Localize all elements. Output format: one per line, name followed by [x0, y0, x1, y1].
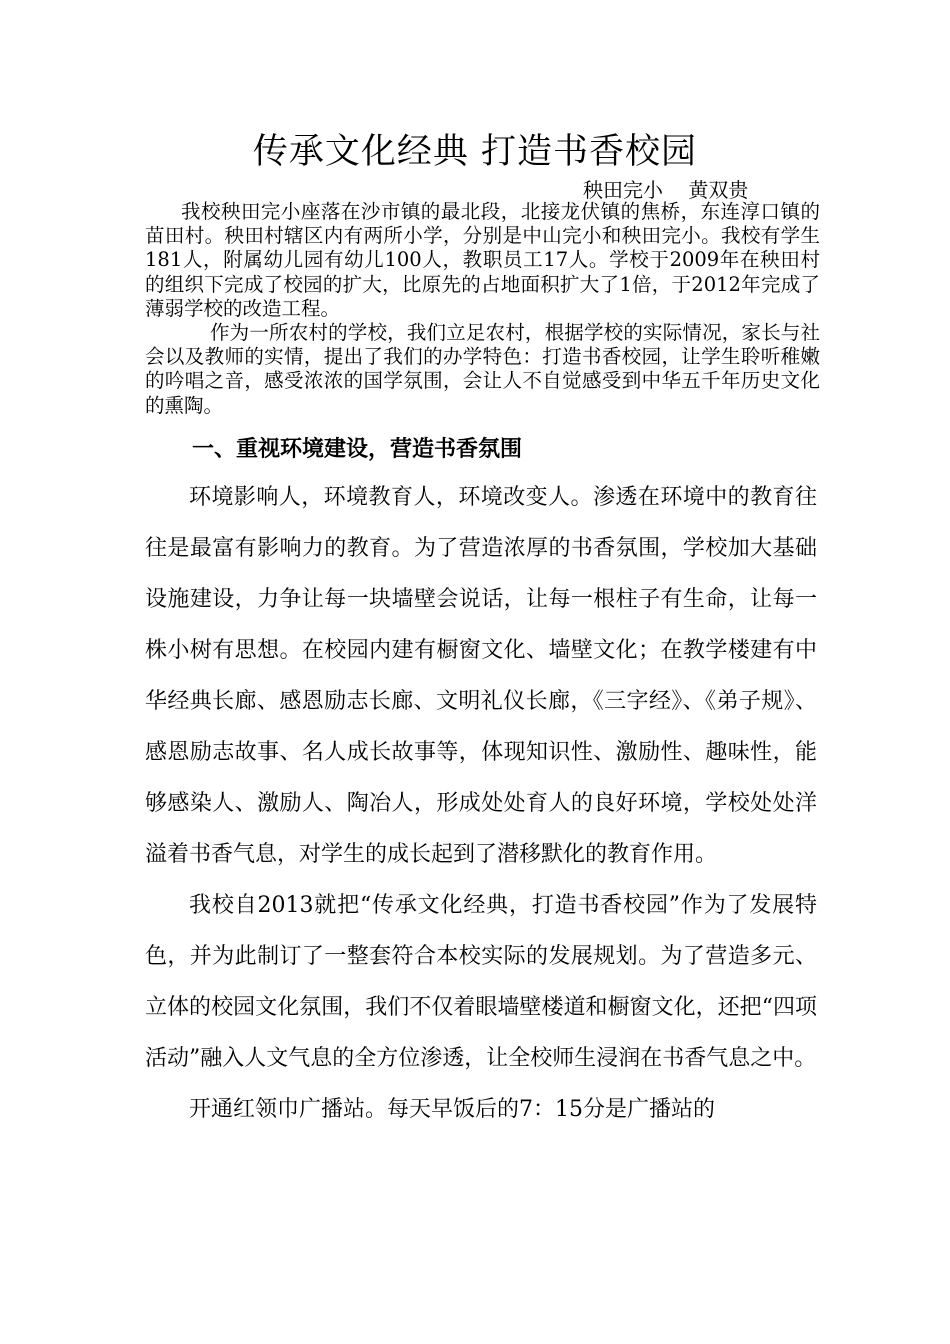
body-paragraph: 开通红领巾广播站。每天早饭后的7：15分是广播站的: [189, 1097, 715, 1122]
intro-paragraph: 我校秧田完小座落在沙市镇的最北段，北接龙伏镇的焦桥，东连淳口镇的苗田村。秧田村辖区内有两所小学，分别是中山完小和秧田完小。我校有学生181人，附属幼儿园有幼儿100人，教职员工17人。学校于2009年在秧田村的组织下完成了校园的扩大，比原先的占地面积扩大了1倍，于2012年完成了薄弱学校的改造工程。: [145, 200, 820, 320]
body-paragraph: 环境影响人，环境教育人，环境改变人。渗透在环境中的教育往往是最富有影响力的教育。为了营造浓厚的书香氛围，学校加大基础设施建设，力争让每一块墙壁会说话，让每一根柱子有生命，让每一株小树有思想。在校园内建有橱窗文化、墙壁文化；在教学楼建有中华经典长廊、感恩励志长廊、文明礼仪长廊，《三字经》、《弟子规》、感恩励志故事、名人成长故事等，体现知识性、激励性、趣味性，能够感染人、激励人、陶冶人，形成处处育人的良好环境，学校处处洋溢着书香气息，对学生的成长起到了潜移默化的教育作用。: [145, 485, 817, 867]
author-line: 秧田完小 黄双贵: [583, 178, 749, 202]
intro-paragraph: 作为一所农村的学校，我们立足农村，根据学校的实际情况，家长与社会以及教师的实情，提出了我们的办学特色：打造书香校园，让学生聆听稚嫩的吟唱之音，感受浓浓的国学氛围，会让人不自觉感受到中华五千年历史文化的熏陶。: [145, 321, 820, 417]
body-paragraph: 我校自2013就把“传承文化经典，打造书香校园”作为了发展特色，并为此制订了一整套符合本校实际的发展规划。为了营造多元、立体的校园文化氛围，我们不仅着眼墙壁楼道和橱窗文化，还把“四项活动”融入人文气息的全方位渗透，让全校师生浸润在书香气息之中。: [145, 893, 817, 1071]
section-heading: 一、重视环境建设，营造书香氛围: [192, 437, 523, 462]
intro-section: [145, 200, 820, 418]
body-section: [145, 472, 817, 1135]
document-title: 传承文化经典 打造书香校园: [252, 132, 698, 172]
